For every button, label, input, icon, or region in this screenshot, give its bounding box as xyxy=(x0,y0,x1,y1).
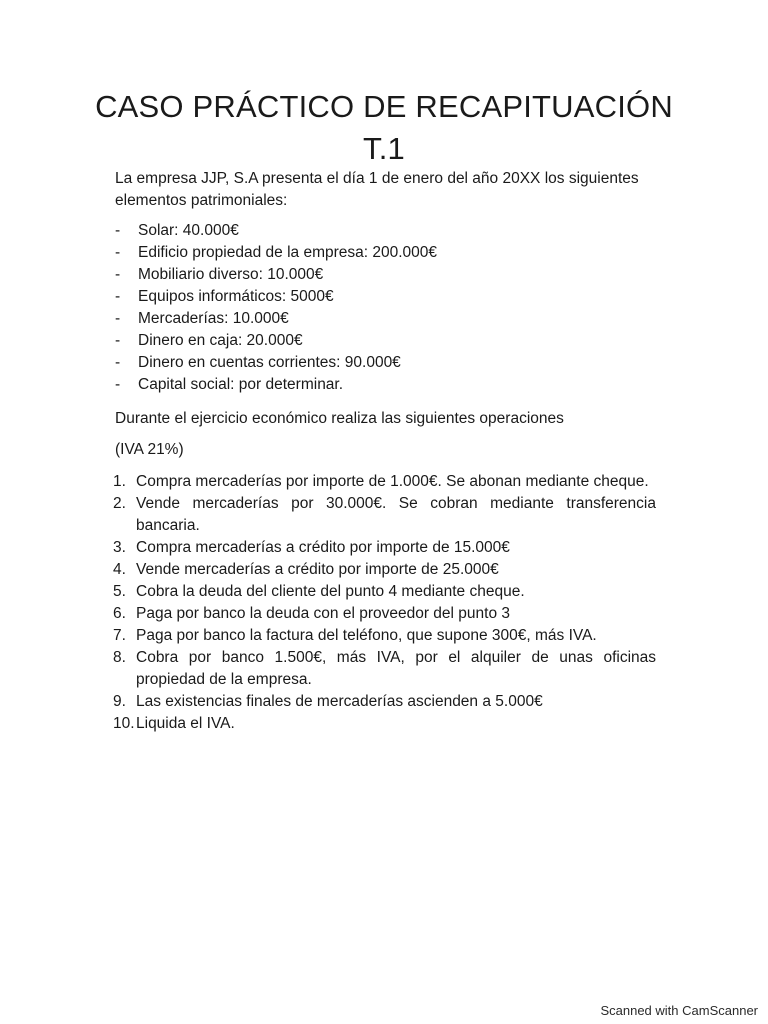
bullet-dash: - xyxy=(115,288,121,305)
asset-item xyxy=(115,352,660,374)
operation-number: 8. xyxy=(113,649,126,666)
document-subtitle: T.1 xyxy=(363,131,405,166)
operation-text: Vende mercaderías por 30.000€. Se cobran mediante transferencia bancaria. xyxy=(136,495,656,534)
bullet-dash: - xyxy=(115,222,121,239)
operation-item xyxy=(113,691,656,713)
bullet-dash: - xyxy=(115,332,121,349)
asset-item xyxy=(115,330,660,352)
operation-item xyxy=(113,581,656,603)
operation-text: Paga por banco la deuda con el proveedor del punto 3 xyxy=(136,605,511,622)
operations-intro: Durante el ejercicio económico realiza las siguientes operaciones xyxy=(115,410,564,427)
operation-number: 2. xyxy=(113,495,126,512)
asset-list xyxy=(115,220,660,396)
asset-text: Dinero en caja: 20.000€ xyxy=(138,332,303,349)
operation-number: 10. xyxy=(113,715,135,732)
operation-number: 1. xyxy=(113,473,126,490)
operations-list xyxy=(113,471,656,735)
asset-item xyxy=(115,242,660,264)
operation-text: Cobra la deuda del cliente del punto 4 mediante cheque. xyxy=(136,583,525,600)
operation-item xyxy=(113,471,656,493)
scanner-watermark: Scanned with CamScanner xyxy=(600,1003,758,1018)
operation-number: 9. xyxy=(113,693,126,710)
asset-text: Equipos informáticos: 5000€ xyxy=(138,288,334,305)
operation-item xyxy=(113,559,656,581)
operation-item xyxy=(113,713,656,735)
bullet-dash: - xyxy=(115,310,121,327)
asset-text: Mobiliario diverso: 10.000€ xyxy=(138,266,324,283)
bullet-dash: - xyxy=(115,376,121,393)
asset-item xyxy=(115,286,660,308)
operation-text: Vende mercaderías a crédito por importe de 25.000€ xyxy=(136,561,499,578)
bullet-dash: - xyxy=(115,354,121,371)
asset-text: Edificio propiedad de la empresa: 200.000€ xyxy=(138,244,438,261)
operation-text: Paga por banco la factura del teléfono, que supone 300€, más IVA. xyxy=(136,627,597,644)
bullet-dash: - xyxy=(115,244,121,261)
operation-number: 6. xyxy=(113,605,126,622)
operation-number: 7. xyxy=(113,627,126,644)
asset-item xyxy=(115,374,660,396)
iva-note: (IVA 21%) xyxy=(115,441,184,458)
asset-text: Capital social: por determinar. xyxy=(138,376,344,393)
asset-text: Mercaderías: 10.000€ xyxy=(138,310,289,327)
operation-text: Compra mercaderías por importe de 1.000€. Se abonan mediante cheque. xyxy=(136,473,649,490)
intro-paragraph: La empresa JJP, S.A presenta el día 1 de enero del año 20XX los siguientes elementos patrimoniales: xyxy=(115,170,639,209)
asset-item xyxy=(115,220,660,242)
operation-item xyxy=(113,603,656,625)
operation-number: 3. xyxy=(113,539,126,556)
operation-text: Las existencias finales de mercaderías ascienden a 5.000€ xyxy=(136,693,543,710)
asset-item xyxy=(115,308,660,330)
operation-text: Cobra por banco 1.500€, más IVA, por el alquiler de unas oficinas propiedad de la empresa. xyxy=(136,649,656,688)
operation-item xyxy=(113,647,656,691)
operation-number: 5. xyxy=(113,583,126,600)
operation-number: 4. xyxy=(113,561,126,578)
operation-text: Liquida el IVA. xyxy=(136,715,235,732)
asset-item xyxy=(115,264,660,286)
operation-item xyxy=(113,537,656,559)
asset-text: Dinero en cuentas corrientes: 90.000€ xyxy=(138,354,401,371)
operation-text: Compra mercaderías a crédito por importe de 15.000€ xyxy=(136,539,510,556)
operation-item xyxy=(113,493,656,537)
document-title: CASO PRÁCTICO DE RECAPITUACIÓN xyxy=(95,89,673,124)
operation-item xyxy=(113,625,656,647)
asset-text: Solar: 40.000€ xyxy=(138,222,239,239)
bullet-dash: - xyxy=(115,266,121,283)
